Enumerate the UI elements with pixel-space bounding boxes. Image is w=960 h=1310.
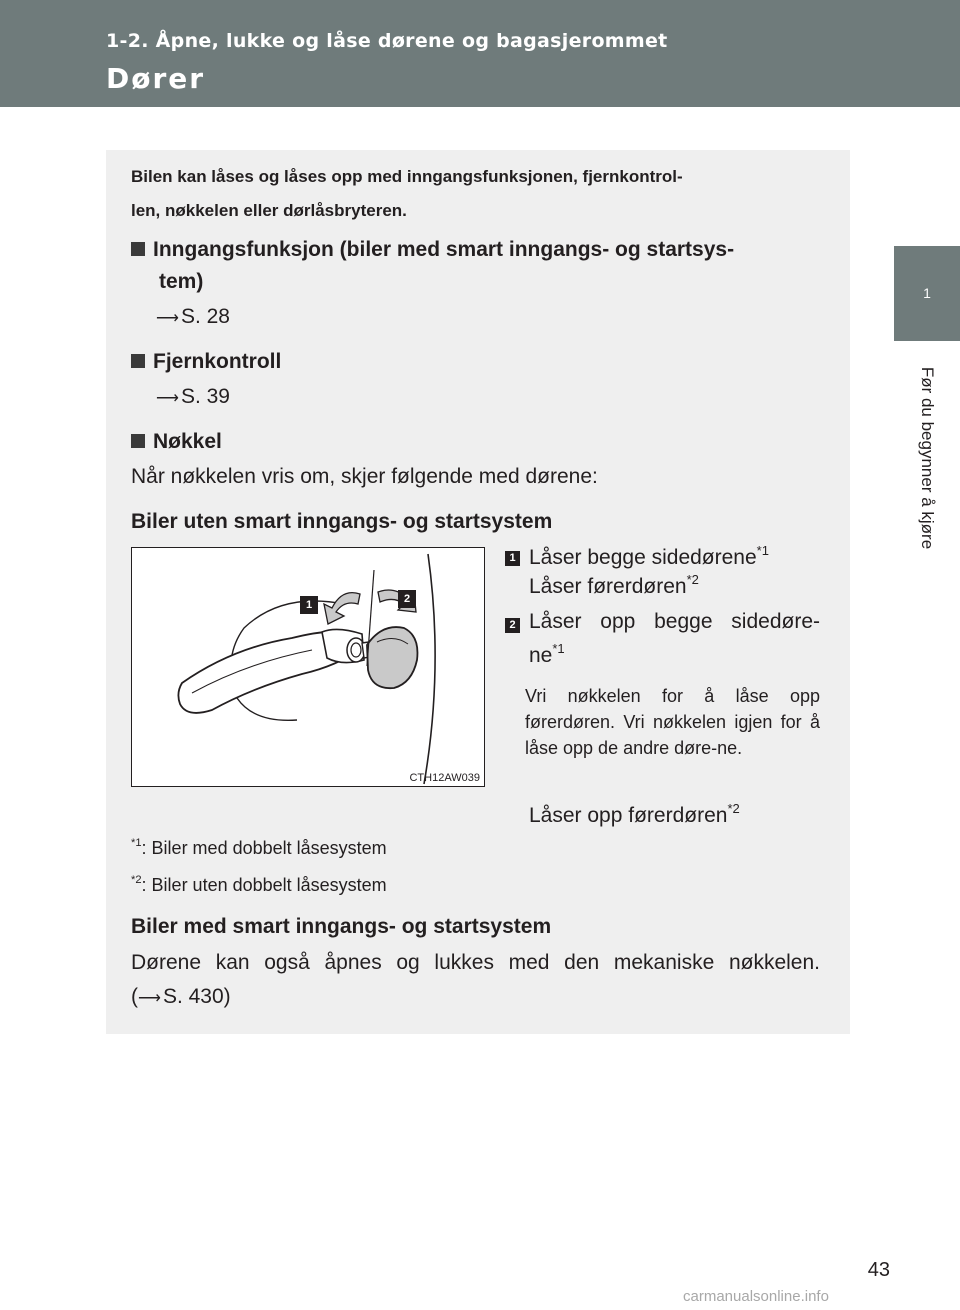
arrow-right-icon: ⟶ (156, 310, 179, 327)
bullet-square-icon (131, 354, 145, 368)
item2-unlock-both-cont: $ne^{*1}$ (529, 641, 565, 668)
ref-link-p28[interactable]: ⟶S. 28 (156, 305, 230, 328)
page-number: 43 (867, 1259, 890, 1281)
figure-label-2: 2 (398, 590, 416, 608)
item1-lock-both: Låser begge sidedørene$^{*1}$ (529, 543, 769, 570)
subheading-without-smart: Biler uten smart inngangs- og startsystem (131, 510, 553, 533)
bullet-square-icon (131, 242, 145, 256)
chapter-number: 1 (923, 285, 931, 301)
ref-link-p39[interactable]: ⟶S. 39 (156, 385, 230, 408)
arrow-right-icon: ⟶ (138, 990, 161, 1007)
heading-entry-function-cont: tem) (159, 270, 204, 293)
final-text-line-1: Dørene kan også åpnes og lukkes med den mekaniske nøkkelen. (131, 951, 820, 974)
figure-code: CTH12AW039 (409, 772, 480, 784)
ref-link-p430[interactable]: ⟶S. 430) (138, 985, 231, 1008)
figure-label-1: 1 (300, 596, 318, 614)
heading-key: Nøkkel (131, 430, 222, 454)
heading-entry-function: Inngangsfunksjon (biler med smart inngangs- og startsys- (131, 238, 734, 262)
key-description: Når nøkkelen vris om, skjer følgende med dørene: (131, 465, 598, 488)
footnote-2: $^{*2}$: Biler uten dobbelt låsesystem (131, 874, 387, 895)
heading-remote: Fjernkontroll (131, 350, 281, 374)
subheading-with-smart: Biler med smart inngangs- og startsystem (131, 915, 552, 938)
item2-unlock-driver: Låser opp førerdøren$^{*2}$ (529, 801, 740, 828)
chapter-label: Før du begynner å kjøre (918, 366, 937, 550)
item2-note: Vri nøkkelen for å låse opp førerdøren. Vri nøkkelen igjen for å låse opp de andre døre-ne. (525, 686, 820, 758)
watermark: carmanualsonline.info (683, 1288, 829, 1305)
door-handle-figure (131, 547, 485, 787)
item2-unlock-both: Låser opp begge sidedøre- (529, 610, 820, 633)
header-bar (0, 0, 960, 107)
arrow-right-icon: ⟶ (156, 390, 179, 407)
item-badge-2: 2 (505, 618, 520, 633)
section-title: 1-2. Åpne, lukke og låse dørene og bagasjerommet (106, 30, 668, 52)
intro-line-2: len, nøkkelen eller dørlåsbryteren. (131, 201, 407, 220)
final-text-line-2: (⟶S. 430) (131, 985, 231, 1008)
intro-line-1: Bilen kan låses og låses opp med inngangsfunksjonen, fjernkontrol- (131, 167, 683, 186)
chapter-tab[interactable] (894, 246, 960, 341)
footnote-1: $^{*1}$: Biler med dobbelt låsesystem (131, 837, 387, 858)
item-badge-1: 1 (505, 551, 520, 566)
item1-lock-driver: Låser førerdøren$^{*2}$ (529, 572, 699, 599)
door-handle-illustration (132, 548, 483, 785)
page-title: Dører (106, 62, 206, 95)
bullet-square-icon (131, 434, 145, 448)
